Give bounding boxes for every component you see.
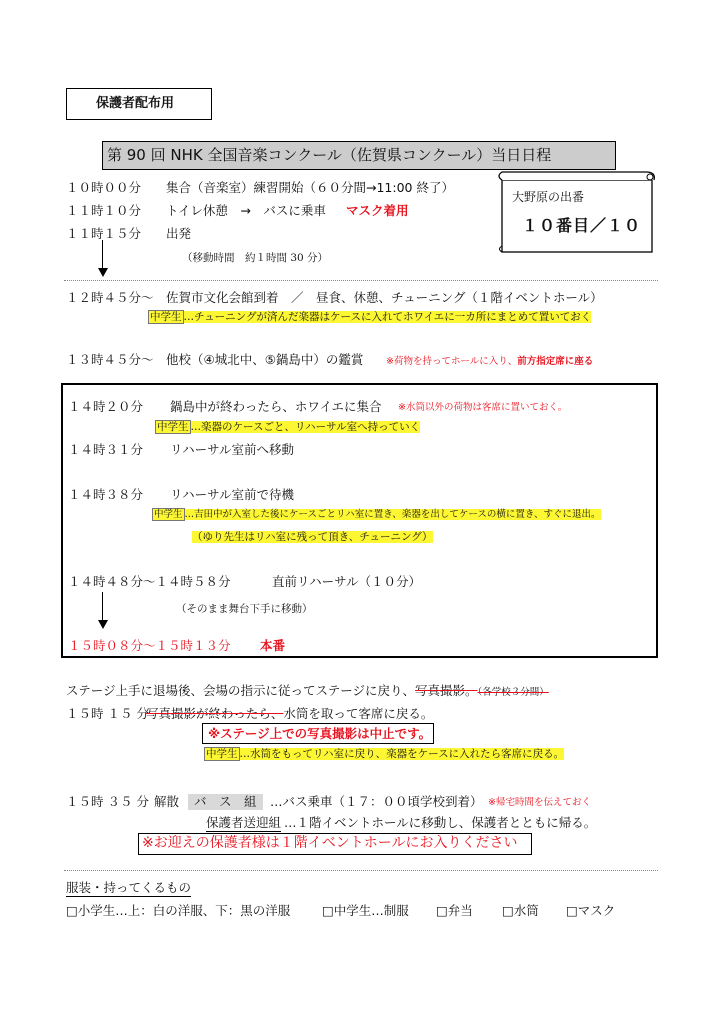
rehearsal-room-note-text: …吉田中が入室した後にケースごとリハ室に置き、楽器を出してケースの横に置き、すぐに退出。 [184, 509, 601, 520]
schedule-time-1000: １０時００分 [66, 180, 142, 195]
checklist-item: □弁当 [436, 903, 473, 918]
travel-time-note: （移動時間 約１時間 30 分） [182, 252, 329, 264]
schedule-text-1431: リハーサル室前へ移動 [170, 442, 295, 457]
watch-note-bold: 前方指定席に座る [517, 356, 594, 367]
water-bottle-text: 水筒を取って客席に戻る。 [283, 706, 434, 721]
tuning-note [148, 311, 591, 324]
bus-group-text: …バス乗車（１７：００頃学校到着） [270, 794, 483, 809]
divider-2 [64, 870, 658, 871]
order-scroll-box [496, 170, 662, 256]
schedule-time-1508: １５時０８分～１５時１３分 [68, 638, 231, 653]
performance-label: 本番 [260, 638, 286, 653]
arrow-head-1 [98, 268, 108, 277]
photo-struck: 写真撮影。 [415, 683, 478, 698]
mask-notice: マスク着用 [346, 203, 409, 218]
arrow-line-2 [102, 592, 103, 622]
bus-group-label: バ ス 組 [188, 794, 263, 810]
schedule-text-1438: リハーサル室前で待機 [170, 487, 295, 502]
watch-note [386, 356, 593, 368]
case-note-text: …楽器のケースごと、リハーサル室へ持っていく [190, 421, 421, 433]
luggage-note: ※水筒以外の荷物は客席に置いておく。 [398, 402, 568, 413]
items-heading: 服装・持ってくるもの [66, 880, 192, 895]
schedule-time-1345: １３時４５分～ [66, 352, 154, 367]
schedule-time-1245: １２時４５分～ [66, 290, 154, 305]
schedule-time-1515: １５時 １５ 分 [66, 706, 149, 721]
junior-high-tag: 中学生 [206, 748, 238, 760]
home-time-note: ※帰宅時間を伝えておく [488, 797, 591, 808]
schedule-text-1448: 直前リハーサル（１０分） [272, 574, 422, 589]
schedule-text-1000: 集合（音楽室）練習開始（６０分間→11:00 終了） [166, 180, 454, 195]
junior-high-tag: 中学生 [154, 509, 183, 520]
stage-move-note: （そのまま舞台下手に移動） [176, 603, 313, 615]
schedule-text-1515 [146, 706, 433, 722]
parent-pickup-text: …１階イベントホールに移動し、保護者とともに帰る。 [284, 815, 597, 830]
checklist-item: □マスク [566, 903, 616, 918]
dismissal-label: 解散 [154, 794, 180, 809]
schedule-time-1431: １４時３１分 [68, 442, 144, 457]
arrow-line-1 [102, 240, 103, 270]
parent-pickup-label: 保護者送迎組 [206, 815, 282, 830]
order-label: 大野原の出番 [512, 190, 585, 204]
schedule-time-1420: １４時２０分 [68, 399, 144, 414]
arrow-head-2 [98, 620, 108, 629]
rehearsal-room-note [152, 509, 601, 521]
teacher-note-text: （ゆり先生はリハ室に残って頂き、チューニング） [192, 531, 433, 543]
distribution-label: 保護者配布用 [96, 96, 175, 111]
pickup-notice: ※お迎えの保護者様は１階イベントホールにお入りください [142, 835, 518, 851]
return-note [204, 748, 564, 761]
schedule-text-1345: 他校（④城北中、⑤鍋島中）の鑑賞 [166, 352, 364, 367]
schedule-time-1110: １１時１０分 [66, 203, 142, 218]
watch-note-red: ※荷物を持ってホールに入り、 [386, 356, 518, 367]
checklist-item: □中学生…制服 [322, 903, 409, 918]
return-note-text: …水筒をもってリハ室に戻り、楽器をケースに入れたら客席に戻る。 [239, 748, 565, 760]
schedule-time-1448: １４時４８分～１４時５８分 [68, 574, 231, 589]
case-note [155, 421, 420, 434]
schedule-text-1245: 佐賀市文化会館到着 ／ 昼食、休憩、チューニング（１階イベントホール） [166, 290, 603, 305]
schedule-time-1535: １５時 ３５ 分 [66, 794, 149, 809]
tuning-note-text: …チューニングが済んだ楽器はケースに入れてホワイエに一カ所にまとめて置いておく [183, 311, 592, 323]
junior-high-tag: 中学生 [157, 421, 189, 433]
after-stage-text [66, 683, 549, 699]
photo-cancelled-notice: ※ステージ上での写真撮影は中止です。 [208, 726, 432, 741]
order-value: １０番目／１０ [522, 216, 642, 235]
schedule-text-1110: トイレ休憩 → バスに乗車 [166, 203, 326, 218]
junior-high-tag: 中学生 [150, 311, 182, 323]
page-title: 第 90 回 NHK 全国音楽コンクール（佐賀県コンクール）当日日程 [107, 146, 552, 164]
teacher-note [192, 531, 433, 544]
photo-done-struck: 写真撮影が終わったら、 [146, 706, 284, 721]
after-stage-main: ステージ上手に退場後、会場の指示に従ってステージに戻り、 [66, 683, 416, 698]
schedule-time-1438: １４時３８分 [68, 487, 144, 502]
schedule-text-1420: 鍋島中が終わったら、ホワイエに集合 [170, 399, 382, 414]
schedule-text-1115: 出発 [166, 226, 192, 241]
checklist-item: □小学生…上：白の洋服、下：黒の洋服 [66, 903, 291, 918]
schedule-time-1115: １１時１５分 [66, 226, 142, 241]
checklist-item: □水筒 [502, 903, 539, 918]
photo-duration-struck: （各学校３分間） [477, 687, 549, 698]
divider-1 [64, 280, 658, 281]
